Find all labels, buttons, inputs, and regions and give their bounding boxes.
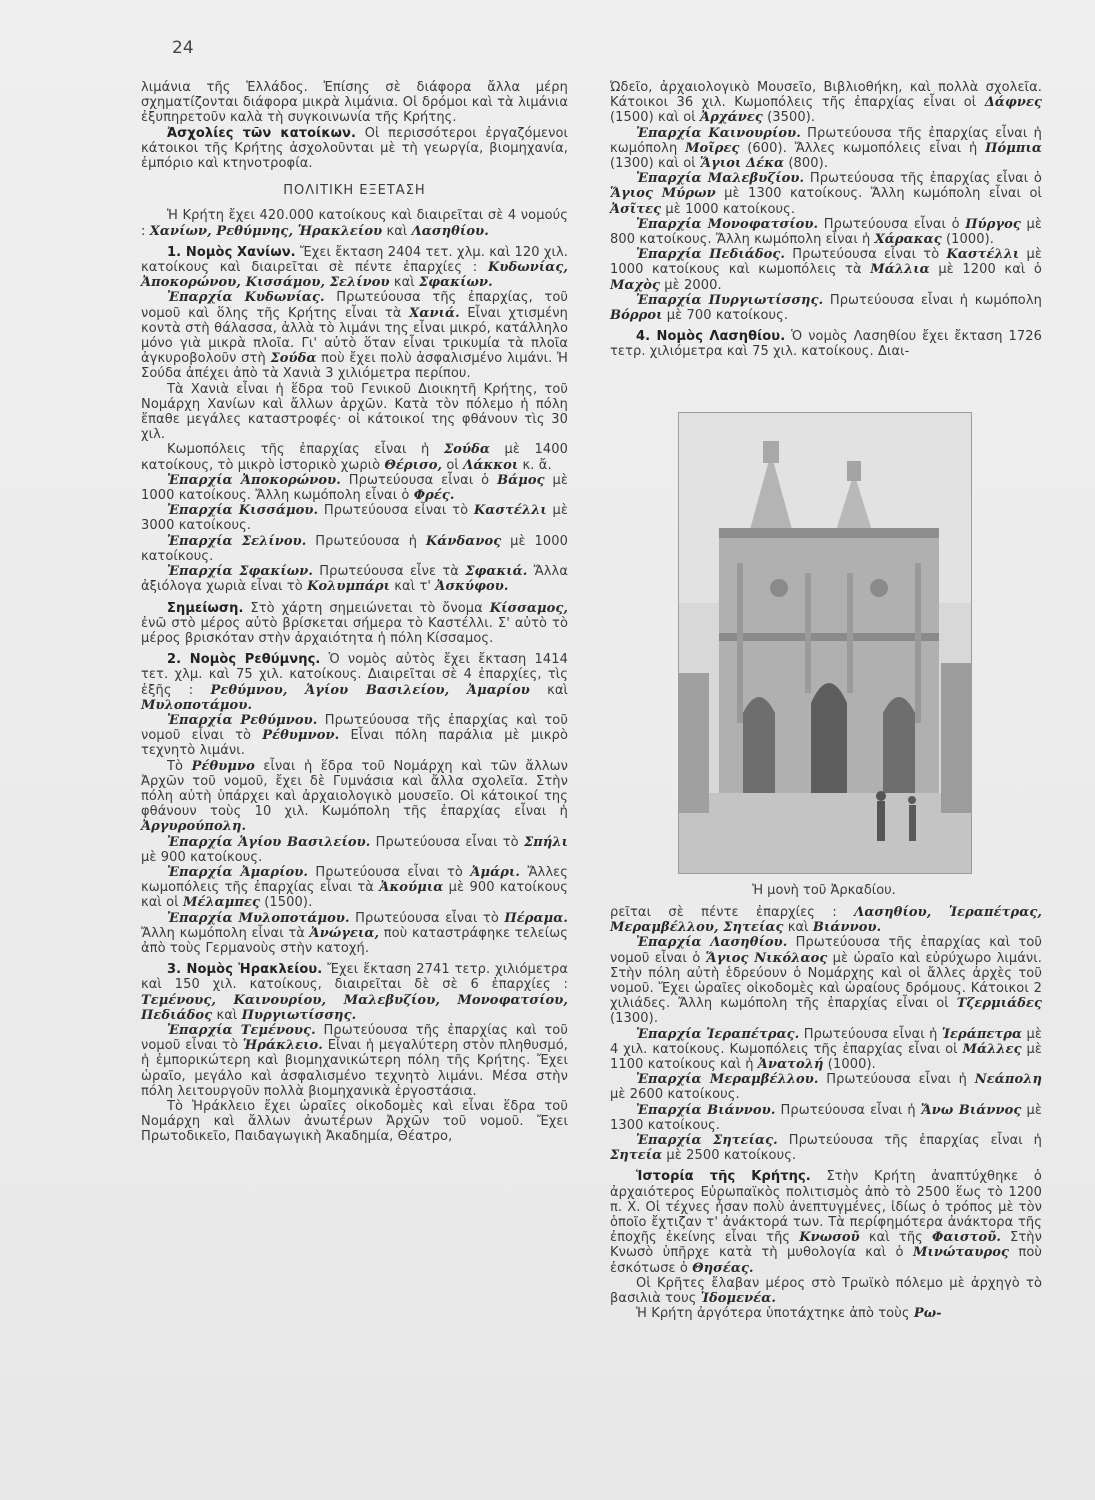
paragraph-mylopotamou: Ἐπαρχία Μυλοποτάμου. Πρωτεύουσα εἶναι τὸ Πέραμα. Ἄλλη κωμόπολη εἶναι τὰ Ἀνώγεια, ποὺ καταστράφηκε τελείως ἀπὸ τοὺς Γερμανοὺς στὴν κατοχή. [141, 910, 569, 956]
paragraph-kainouriou: Ἐπαρχία Καινουρίου. Πρωτεύουσα τῆς ἐπαρχίας εἶναι ἡ κωμόπολη Μοῖρες (600). Ἄλλες κωμοπόλεις εἶναι ἡ Πόμπια (1300) καὶ οἱ Ἅγιοι Δέκα (800). [610, 125, 1042, 172]
page-number: 24 [172, 38, 194, 58]
paragraph-nomos-chania: 1. Νομὸς Χανίων. Ἔχει ἔκταση 2404 τετ. χλμ. καὶ 120 χιλ. κατοίκους καὶ διαιρεῖται σὲ πέντε ἐπαρχίες : Κυδωνίας, Ἀποκορώνου, Κισσάμου, Σελίνου καὶ Σφακίων. [141, 244, 568, 291]
monastery-illustration [679, 413, 971, 873]
paragraph-siteias: Ἐπαρχία Σητείας. Πρωτεύουσα τῆς ἐπαρχίας εἶναι ἡ Σητεία μὲ 2500 κατοίκους. [610, 1133, 1043, 1164]
section-heading: ΠΟΛΙΤΙΚΗ ΕΞΕΤΑΣΗ [283, 183, 426, 199]
paragraph-note: Σημείωση. Στὸ χάρτη σημειώνεται τὸ ὄνομα Κίσσαμος, ἐνῶ στὸ μέρος αὐτὸ βρίσκεται σήμερα τὸ Καστέλλι. Σ' αὐτὸ τὸ μέρος βρισκόταν στὴν ἀρχαιότητα ἡ πόλη Κίσσαμος. [141, 600, 568, 646]
paragraph-apokoronou: Ἐπαρχία Ἀποκορώνου. Πρωτεύουσα εἶναι ὁ Βάμος μὲ 1000 κατοίκους. Ἄλλη κωμόπολη εἶναι ὁ Φρές. [141, 472, 568, 504]
paragraph-intro: Ἡ Κρήτη ἔχει 420.000 κατοίκους καὶ διαιρεῖται σὲ 4 νομούς : Χανίων, Ρεθύμνης, Ἡρακλείου καὶ Λασηθίου. [141, 208, 568, 239]
paragraph-temenous: Ἐπαρχία Τεμένους. Πρωτεύουσα τῆς ἐπαρχίας καὶ τοῦ νομοῦ εἶναι τὸ Ἡράκλειο. Εἶναι ἡ μεγαλύτερη στὸν πληθυσμό, ἡ ἐμπορικώτερη καὶ βιομηχανικώτερη πόλη τῆς Κρήτης. Ἔχει ὡραῖο, μεγάλο καὶ ἀσφαλισμένο τεχνητὸ λιμάνι. Μέσα στὴν πόλη λειτουργοῦν πολλὰ βιομηχανικὰ ἐργοστάσια. [141, 1022, 568, 1099]
paragraph-nomos-lasithi: 4. Νομὸς Λασηθίου. Ὁ νομὸς Λασηθίου ἔχει ἔκταση 1726 τετρ. χιλιόμετρα καὶ 75 χιλ. κατοίκους. Διαι- [610, 329, 1042, 360]
arkadi-monastery-photo [678, 412, 972, 874]
paragraph-lasithiou: Ἐπαρχία Λασηθίου. Πρωτεύουσα τῆς ἐπαρχίας καὶ τοῦ νομοῦ εἶναι ὁ Ἅγιος Νικόλαος μὲ ὡραῖο καὶ εὐρύχωρο λιμάνι. Στὴν πόλη αὐτὴ ἑδρεύουν ὁ Νομάρχης καὶ οἱ ἄλλες ἀρχὲς τοῦ νομοῦ. Ἔχει ὡραῖες οἰκοδομὲς καὶ ὡραίους δρόμους. Κάτοικοι 2 χιλιάδες. Ἄλλη κωμόπολη τῆς ἐπαρχίας εἶναι οἱ Τζερμιάδες (1300). [610, 935, 1043, 1027]
paragraph-nomos-rethymno: 2. Νομὸς Ρεθύμνης. Ὁ νομὸς αὐτὸς ἔχει ἔκταση 1414 τετ. χλμ. καὶ 75 χιλ. κατοίκους. Διαιρεῖται σὲ 4 ἐπαρχίες, τὶς ἑξῆς : Ρεθύμνου, Ἁγίου Βασιλείου, Ἀμαρίου καὶ Μυλοποτάμου. [141, 652, 568, 713]
paragraph-rethymno-city: Τὸ Ρέθυμνο εἶναι ἡ ἕδρα τοῦ Νομάρχη καὶ τῶν ἄλλων Ἀρχῶν τοῦ νομοῦ, ἔχει δὲ Γυμνάσια καὶ ἄλλα σχολεῖα. Στὴν πόλη αὐτὴ ὑπάρχει καὶ ἀρχαιολογικὸ μουσεῖο. Οἱ κάτοικοί της φθάνουν τοὺς 10 χιλ. Κωμόπολη τῆς ἐπαρχίας εἶναι ἡ Ἀργυρούπολη. [141, 758, 569, 835]
paragraph-nomos-irakleio: 3. Νομὸς Ἡρακλείου. Ἔχει ἔκταση 2741 τετρ. χιλιόμετρα καὶ 150 χιλ. κατοίκους, διαιρεῖται δὲ σὲ 6 ἐπαρχίες : Τεμένους, Καινουρίου, Μαλεβυζίου, Μονοφατσίου, Πεδιάδος καὶ Πυργιωτίσσης. [141, 962, 568, 1023]
photo-caption: Ἡ μονὴ τοῦ Ἀρκαδίου. [752, 883, 896, 898]
paragraph-komopoleis: Κωμοπόλεις τῆς ἐπαρχίας εἶναι ἡ Σούδα μὲ 1400 κατοίκους, τὸ μικρὸ ἱστορικὸ χωριὸ Θέρισο, οἱ Λάκκοι κ. ἄ. [141, 442, 568, 473]
paragraph-harbors: λιμάνια τῆς Ἑλλάδος. Ἐπίσης σὲ διάφορα ἄλλα μέρη σχηματίζονται διάφορα μικρὰ λιμάνια. Οἱ δρόμοι καὶ τὰ λιμάνια ἐξυπηρετοῦν καλὰ τὴ συγκοινωνία τῆς Κρήτης. [141, 80, 568, 126]
paragraph-agiou-vasileiou: Ἐπαρχία Ἁγίου Βασιλείου. Πρωτεύουσα εἶναι τὸ Σπήλι μὲ 900 κατοίκους. [141, 834, 569, 865]
paragraph-chania: Τὰ Χανιὰ εἶναι ἡ ἕδρα τοῦ Γενικοῦ Διοικητῆ Κρήτης, τοῦ Νομάρχη Χανίων καὶ ἄλλων ἀρχῶν. Κατὰ τὸν πόλεμο ἡ πόλη ἔπαθε μεγάλες καταστροφές· οἱ κάτοικοί της φθάνουν τὶς 30 χιλ. [141, 381, 568, 443]
paragraph-pediados: Ἐπαρχία Πεδιάδος. Πρωτεύουσα εἶναι τὸ Καστέλλι μὲ 1000 κατοίκους καὶ κωμοπόλεις τὰ Μάλλια μὲ 1200 καὶ ὁ Μαχὸς μὲ 2000. [610, 247, 1043, 293]
left-column [141, 80, 568, 1145]
paragraph-kydonia: Ἐπαρχία Κυδωνίας. Πρωτεύουσα τῆς ἐπαρχίας, τοῦ νομοῦ καὶ ὅλης τῆς Κρήτης εἶναι τὰ Χανιά. Εἶναι χτισμένη κοντὰ στὴ θάλασσα, ἀλλὰ τὸ λιμάνι της εἶναι μικρό, κατάλληλο μόνο γιὰ μικρὰ πλοῖα. Γι' αὐτὸ ὅταν εἶναι τρικυμία τὰ πλοῖα ἀγκυροβολοῦν στὴ Σούδα ποὺ ἔχει πολὺ ἀσφαλισμένο λιμάνι. Ἡ Σούδα ἀπέχει ἀπὸ τὰ Χανιὰ 3 χιλιόμετρα περίπου. [141, 290, 568, 382]
paragraph-history: Ἱστορία τῆς Κρήτης. Στὴν Κρήτη ἀναπτύχθηκε ὁ ἀρχαιότερος Εὐρωπαϊκὸς πολιτισμὸς ἀπὸ τὸ 2500 ἕως τὸ 1200 π. Χ. Οἱ τέχνες ἦσαν πολὺ ἀνεπτυγμένες, ἰδίως ὁ τρόπος μὲ τὸν ὁποῖο ἔχτιζαν τ' ἀνάκτορά των. Τὰ περίφημότερα ἀνάκτορα τῆς ἐποχῆς ἐκείνης εἶναι τῆς Κνωσοῦ καὶ τῆς Φαιστοῦ. Στὴν Κνωσὸ ὑπῆρχε κατὰ τὴ μυθολογία καὶ ὁ Μινώταυρος ποὺ ἐσκότωσε ὁ Θησέας. [610, 1169, 1042, 1276]
paragraph-monofatsiou: Ἐπαρχία Μονοφατσίου. Πρωτεύουσα εἶναι ὁ Πύργος μὲ 800 κατοίκους. Ἄλλη κωμόπολη εἶναι ἡ Χάρακας (1000). [610, 216, 1042, 248]
right-column-bottom [610, 905, 1042, 1321]
paragraph-viannou: Ἐπαρχία Βιάννου. Πρωτεύουσα εἶναι ἡ Ἄνω Βιάννος μὲ 1300 κατοίκους. [610, 1102, 1042, 1133]
paragraph-malevyziou: Ἐπαρχία Μαλεβυζίου. Πρωτεύουσα τῆς ἐπαρχίας εἶναι ὁ Ἅγιος Μύρων μὲ 1300 κατοίκους. Ἄλλη κωμόπολη εἶναι οἱ Ἀσῖτες μὲ 1000 κατοίκους. [610, 171, 1042, 217]
paragraph-selinou: Ἐπαρχία Σελίνου. Πρωτεύουσα ἡ Κάνδανος μὲ 1000 κατοίκους. [141, 533, 568, 564]
paragraph-lasithi-continued: ρεῖται σὲ πέντε ἐπαρχίες : Λασηθίου, Ἱεραπέτρας, Μεραμβέλλου, Σητείας καὶ Βιάννου. [610, 905, 1042, 936]
paragraph-pyrgiotissis: Ἐπαρχία Πυργιωτίσσης. Πρωτεύουσα εἶναι ἡ κωμόπολη Βόρροι μὲ 700 κατοίκους. [610, 292, 1042, 324]
paragraph-kissamou: Ἐπαρχία Κισσάμου. Πρωτεύουσα εἶναι τὸ Καστέλλι μὲ 3000 κατοίκους. [141, 503, 568, 534]
paragraph-sfakion: Ἐπαρχία Σφακίων. Πρωτεύουσα εἶνε τὰ Σφακιά. Ἄλλα ἀξιόλογα χωριὰ εἶναι τὸ Κολυμπάρι καὶ τ' Ἀσκύφου. [141, 564, 569, 595]
paragraph-continued: Ὠδεῖο, ἀρχαιολογικὸ Μουσεῖο, Βιβλιοθήκη, καὶ πολλὰ σχολεῖα. Κάτοικοι 36 χιλ. Κωμοπόλεις τῆς ἐπαρχίας εἶναι οἱ Δάφνες (1500) καὶ οἱ Ἀρχάνες (3500). [610, 80, 1042, 126]
paragraph-occupations: Ἀσχολίες τῶν κατοίκων. Οἱ περισσότεροι ἐργαζόμενοι κάτοικοι τῆς Κρήτης ἀσχολοῦνται μὲ τὴ γεωργία, βιομηχανία, ἐμπόριο καὶ κτηνοτροφία. [141, 125, 569, 172]
paragraph-ierapetras: Ἐπαρχία Ἱεραπέτρας. Πρωτεύουσα εἶναι ἡ Ἱεράπετρα μὲ 4 χιλ. κατοίκους. Κωμοπόλεις τῆς ἐπαρχίας εἶναι οἱ Μάλλες μὲ 1100 κατοίκους καὶ ἡ Ἀνατολή (1000). [610, 1026, 1043, 1073]
paragraph-amariou: Ἐπαρχία Ἀμαρίου. Πρωτεύουσα εἶναι τὸ Ἀμάρι. Ἄλλες κωμοπόλεις τῆς ἐπαρχίας εἶναι τὰ Ἀκούμια μὲ 900 κατοίκους καὶ οἱ Μέλαμπες (1500). [141, 864, 568, 911]
paragraph-trojan-war: Οἱ Κρῆτες ἔλαβαν μέρος στὸ Τρωϊκὸ πόλεμο μὲ ἀρχηγὸ τὸ βασιλιὰ τους Ἰδομενέα. [610, 1275, 1042, 1307]
paragraph-romans: Ἡ Κρήτη ἀργότερα ὑποτάχτηκε ἀπὸ τοὺς Ρω- [636, 1306, 942, 1322]
paragraph-rethymnou: Ἐπαρχία Ρεθύμνου. Πρωτεύουσα τῆς ἐπαρχίας καὶ τοῦ νομοῦ εἶναι τὸ Ρέθυμνον. Εἶναι πόλη παράλια μὲ μικρὸ τεχνητὸ λιμάνι. [141, 712, 569, 759]
paragraph-merambellou: Ἐπαρχία Μεραμβέλλου. Πρωτεύουσα εἶναι ἡ Νεάπολη μὲ 2600 κατοίκους. [610, 1072, 1043, 1103]
paragraph-irakleio-city: Τὸ Ἡράκλειο ἔχει ὡραῖες οἰκοδομὲς καὶ εἶναι ἕδρα τοῦ Νομάρχη καὶ ἄλλων ἀνωτέρων Ἀρχῶν τοῦ νομοῦ. Ἔχει Πρωτοδικεῖο, Παιδαγωγικὴ Ἀκαδημία, Θέατρο, [141, 1099, 568, 1145]
right-column-top [610, 80, 1042, 360]
